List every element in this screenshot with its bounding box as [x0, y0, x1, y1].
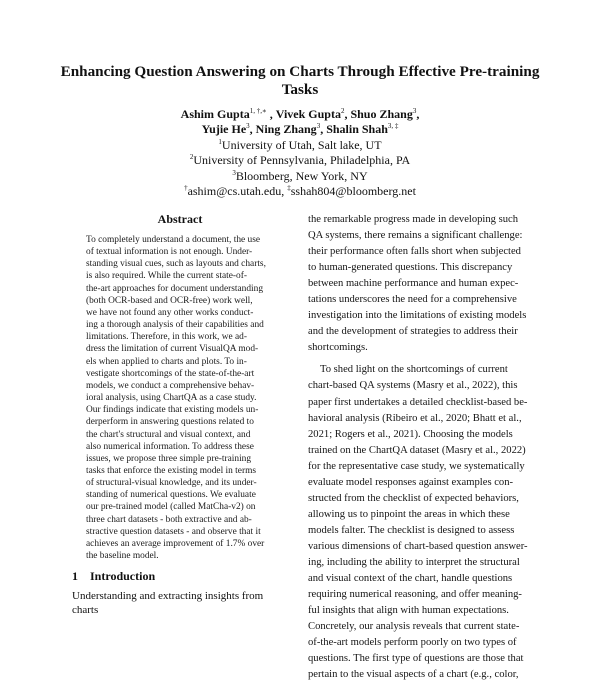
text-line: and visual context of the chart, handle questions	[308, 573, 513, 585]
author-affiliation-mark: 3, ‡	[387, 122, 399, 131]
text-line: standing of numerical questions. We evaluate	[86, 490, 256, 501]
author-affiliation-mark: 3	[412, 107, 417, 115]
text-line: we have not found any other works conduct-	[86, 307, 254, 318]
text-line: models falter. The checklist is designed to assess	[308, 524, 515, 536]
affiliation-line: $^3$Bloomberg, New York, NY	[232, 168, 368, 183]
author-affiliation-mark: 2	[340, 107, 345, 115]
text-line: ful insights that align with human expectations.	[308, 605, 509, 617]
author-line-2: Yujie He$^3$, Ning Zhang$^3$, Shalin Shah$^{3, \ddagger}$	[201, 122, 399, 137]
text-line: the chart's structural and visual context, and	[86, 429, 251, 440]
affiliation-line: $^2$University of Pennsylvania, Philadelphia, PA	[189, 153, 411, 168]
text-line: ioral analysis, using ChartQA as a case study.	[86, 393, 257, 404]
text-line: Concretely, our analysis reveals that current state-	[308, 621, 520, 633]
author-name: Yujie He	[201, 122, 247, 137]
text-line: To shed light on the shortcomings of current	[320, 364, 508, 376]
text-line: also numerical information. To address these	[86, 441, 254, 452]
text-line: 2021; Rogers et al., 2021). Choosing the models	[308, 428, 513, 440]
author-name: Shalin Shah	[326, 122, 388, 137]
author-name: Vivek Gupta	[275, 107, 341, 121]
text-line: To completely understand a document, the use	[86, 235, 261, 245]
text-line: paper first undertakes a detailed checklist-based be-	[308, 396, 528, 408]
author-affiliation-mark: 1, †,∗	[249, 107, 267, 115]
text-line: stractive question datasets - and observe that it	[86, 526, 261, 537]
email-link[interactable]: ashim@cs.utah.edu,	[187, 184, 288, 199]
author-name: Ning Zhang	[255, 122, 317, 137]
text-line: evaluate model responses against examples con-	[308, 476, 514, 488]
abstract-text	[86, 234, 276, 562]
text-line: trained on the ChartQA dataset (Masry et al., 2022)	[308, 444, 526, 456]
text-line: to human-generated questions. This discrepancy	[308, 262, 513, 274]
text-line: for the representative case study, we systematically	[308, 460, 525, 472]
text-line: the baseline model.	[86, 551, 159, 562]
text-line: structed from the checklist of expected behaviors,	[308, 492, 519, 504]
text-line: ing a thorough analysis of their capabilities and	[86, 320, 264, 331]
text-line: limitations. Therefore, in this work, we ad-	[86, 332, 247, 343]
text-line: pertain to the visual aspects of a chart (e.g., color,	[308, 669, 519, 681]
text-line: els when applied to charts and plots. To in-	[86, 356, 247, 367]
paper-title-line-1: Enhancing Question Answering on Charts Through Effective Pre-training	[60, 63, 540, 80]
paragraph	[308, 362, 538, 683]
text-line: Our findings indicate that existing models un-	[86, 405, 259, 416]
text-line: havioral analysis (Ribeiro et al., 2020; Bhatt et al.,	[308, 412, 522, 424]
email-line: †ashim@cs.utah.edu, ‡sshah804@bloomberg.net	[184, 184, 416, 199]
text-line: is also required. While the current state-of-	[86, 271, 247, 282]
text-line: issues, we propose three simple pre-training	[86, 453, 252, 464]
right-column-text	[308, 212, 538, 683]
author-block	[40, 107, 560, 199]
text-line: their performance often falls short when subjected	[308, 246, 521, 258]
text-line: QA systems, there remains a significant challenge:	[308, 230, 523, 242]
text-line: between machine performance and human expec-	[308, 278, 519, 290]
abstract-heading: Abstract	[157, 212, 203, 226]
text-line: chart-based QA systems (Masry et al., 2022), this	[308, 380, 518, 392]
text-line: various dimensions of chart-based question answer-	[308, 540, 528, 552]
text-line: (both OCR-based and OCR-free) work well,	[86, 295, 253, 306]
introduction-first-line: Understanding and extracting insights from charts	[72, 590, 264, 616]
email-link[interactable]: sshah804@bloomberg.net	[290, 184, 416, 199]
author-line-1: Ashim Gupta$^{1, \dagger,∗}$ , Vivek Gupta$^2$, Shuo Zhang$^3$,	[180, 107, 420, 121]
text-line: ing, including the ability to interpret the structural	[308, 556, 520, 568]
text-line: our pre-trained model (called MatCha-v2) on	[86, 502, 256, 513]
section-heading-introduction	[72, 569, 288, 584]
text-line: tasks that enforce the existing model in terms	[86, 465, 257, 476]
text-line: dress the limitation of current VisualQA mod-	[86, 344, 259, 355]
text-line: requiring numerical reasoning, and offer meaning-	[308, 589, 522, 601]
section-number: 1	[72, 569, 78, 583]
paragraph	[308, 212, 538, 356]
paper-title-line-2: Tasks	[281, 81, 319, 98]
text-line: of textual information is not enough. Under-	[86, 247, 253, 258]
text-line: questions. The first type of questions are those that	[308, 653, 524, 665]
author-affiliation-mark: 3	[246, 122, 250, 131]
text-line: allowing us to pinpoint the areas in which these	[308, 508, 510, 520]
author-name: Shuo Zhang	[350, 107, 413, 121]
text-line: and the development of strategies to address their	[308, 326, 518, 338]
text-line: three chart datasets - both extractive and ab-	[86, 514, 252, 525]
text-line: of-the-art models perform poorly on two types of	[308, 637, 517, 649]
section-title: Introduction	[90, 569, 156, 583]
text-line: investigation into the limitations of existing models	[308, 310, 527, 322]
text-line: of structural-visual knowledge, and its under-	[86, 478, 257, 489]
text-line: tations underscores the need for a comprehensive	[308, 294, 517, 306]
author-name: Ashim Gupta	[180, 107, 250, 121]
text-line: models, we conduct a comprehensive behav-	[86, 380, 255, 391]
text-line: achieves an average improvement of 1.7% over	[86, 538, 265, 549]
text-line: shortcomings.	[308, 342, 368, 354]
paper-title	[40, 63, 560, 99]
text-line: standing visual cues, such as layouts and charts,	[86, 259, 266, 270]
text-line: the-art approaches for document understanding	[86, 283, 264, 294]
text-line: vestigate shortcomings of the state-of-the-art	[86, 368, 255, 379]
author-affiliation-mark: 3	[316, 122, 321, 131]
affiliation-line: $^1$University of Utah, Salt lake, UT	[218, 137, 382, 152]
text-line: the remarkable progress made in developing such	[308, 214, 519, 225]
text-line: derperform in answering questions related to	[86, 417, 254, 428]
